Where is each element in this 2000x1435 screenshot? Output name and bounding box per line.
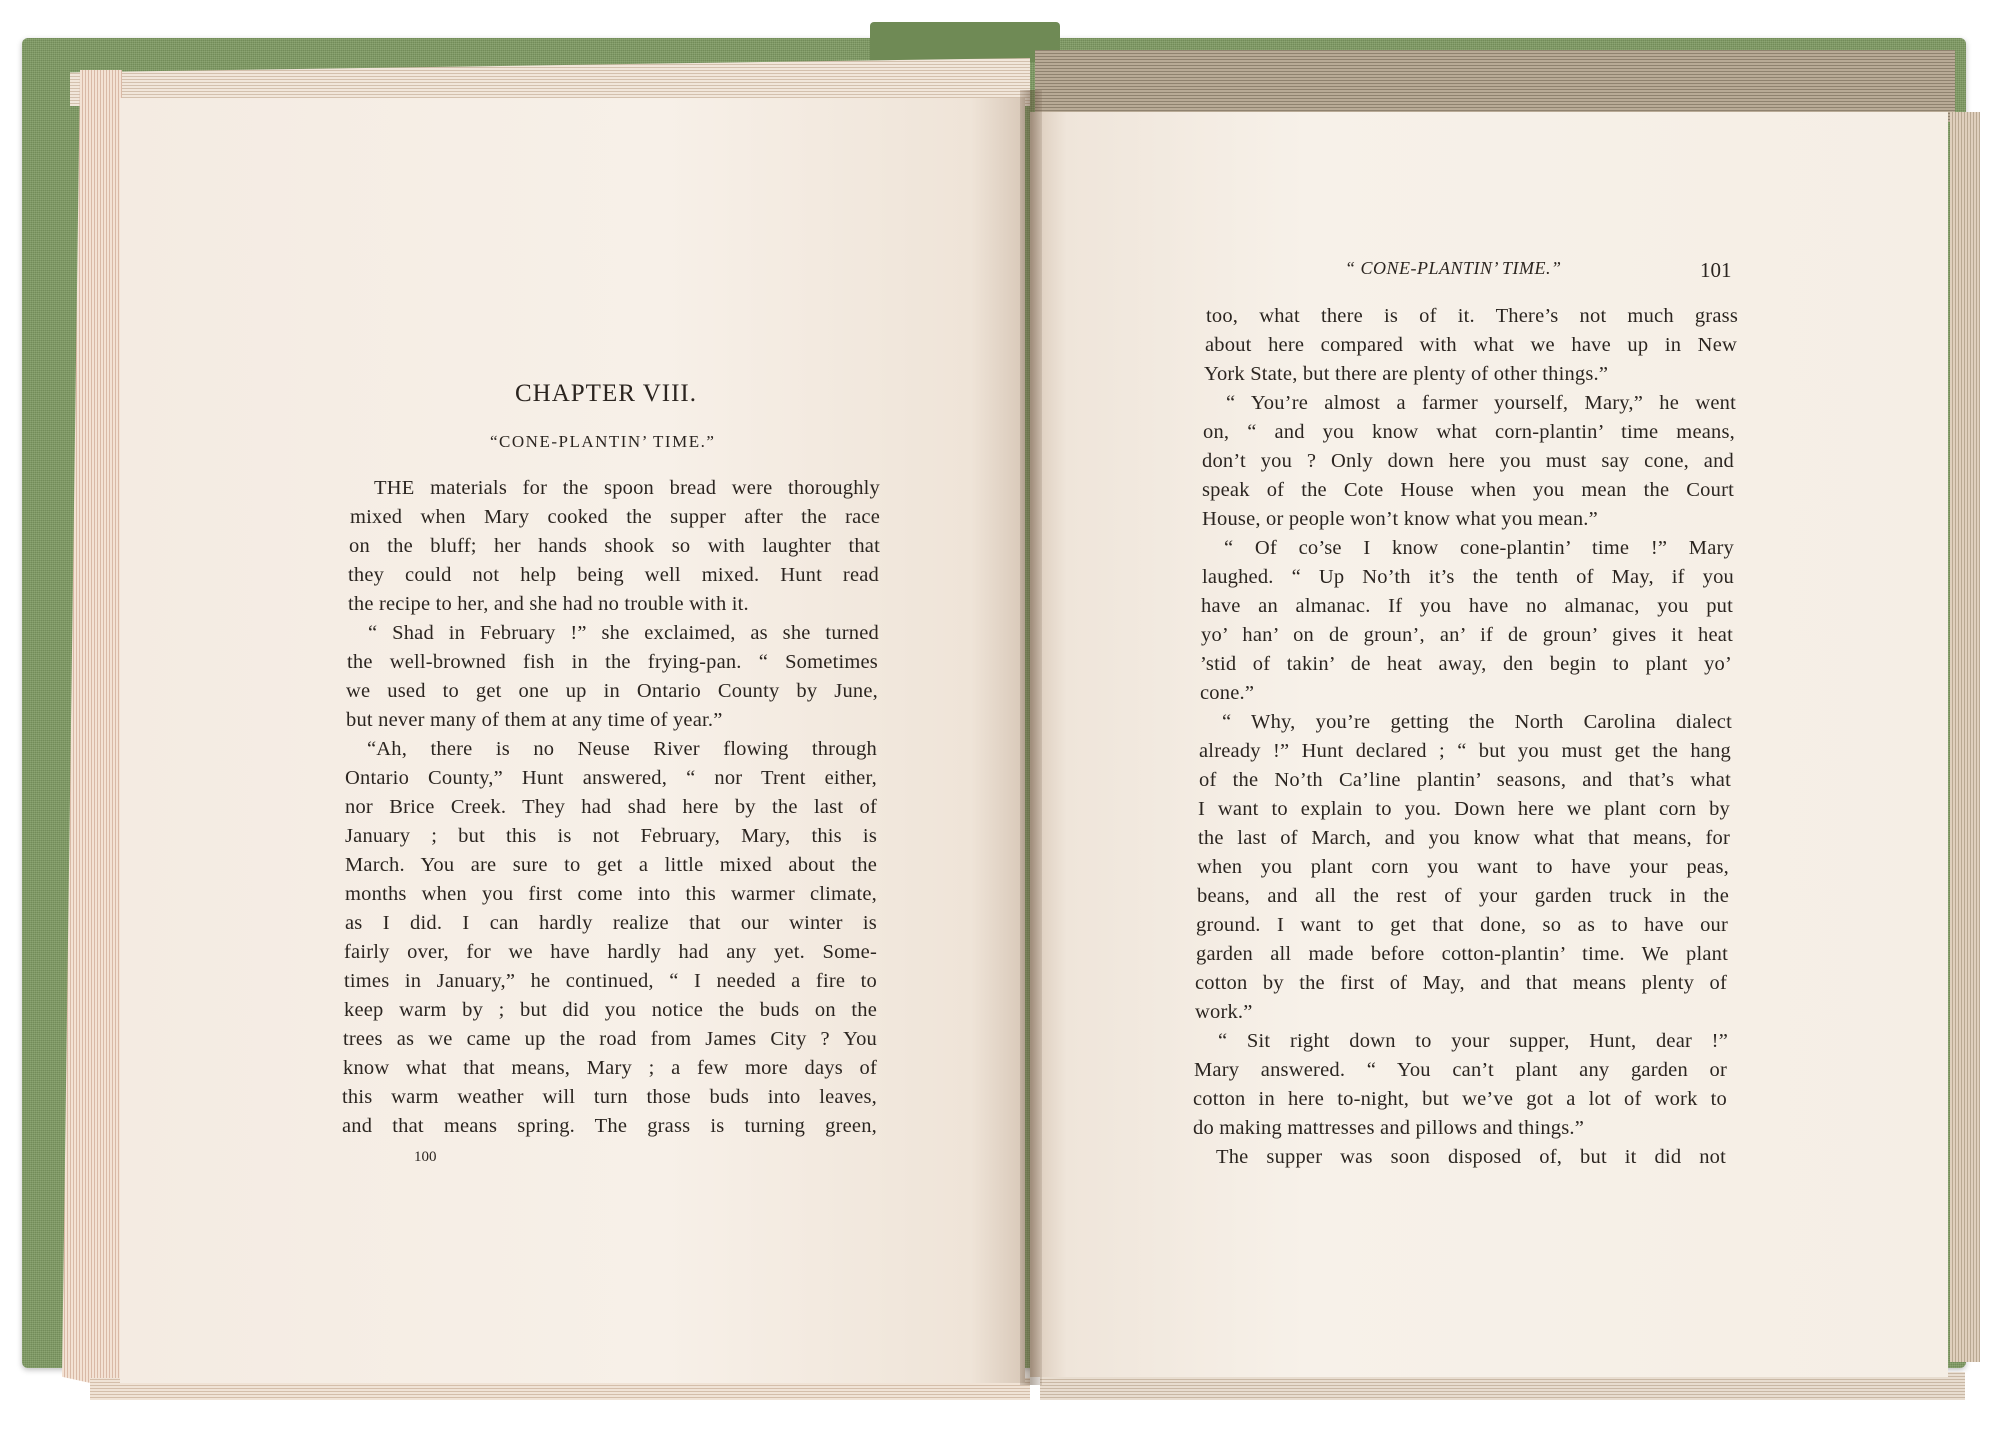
text-line: cone.” (1200, 682, 1255, 704)
text-line: about here compared with what we have up in New (1205, 334, 1737, 356)
text-line: “ Sit right down to your supper, Hunt, dear !” (1218, 1030, 1728, 1052)
text-line: when you plant corn you want to have your peas, (1197, 856, 1729, 878)
running-head: “ CONE-PLANTIN’ TIME.” (1345, 258, 1562, 278)
text-line: keep warm by ; but did you notice the buds on the (344, 999, 877, 1021)
text-line: we used to get one up in Ontario County by June, (346, 680, 878, 702)
text-line: speak of the Cote House when you mean the Court (1202, 479, 1734, 501)
text-line: they could not help being well mixed. Hunt read (348, 564, 879, 586)
text-line: The supper was soon disposed of, but it did not (1216, 1146, 1726, 1168)
text-line: on the bluff; her hands shook so with laughter that (349, 535, 880, 557)
text-line: don’t you ? Only down here you must say cone, and (1202, 450, 1734, 472)
text-line: trees as we came up the road from James City ? You (343, 1028, 877, 1050)
text-line: “ You’re almost a farmer yourself, Mary,” he went (1226, 392, 1736, 414)
text-line: times in January,” he continued, “ I needed a fire to (344, 970, 877, 992)
page-number-left: 100 (414, 1149, 437, 1165)
text-line: know what that means, Mary ; a few more days of (343, 1057, 877, 1079)
text-line: have an almanac. If you have no almanac, you put (1201, 595, 1733, 617)
text-line: the recipe to her, and she had no trouble with it. (348, 593, 749, 615)
text-line: months when you first come into this warmer climate, (345, 883, 877, 905)
text-line: “ Shad in February !” she exclaimed, as she turned (368, 622, 879, 644)
chapter-title: CHAPTER VIII. (515, 380, 697, 407)
text-line: “ Why, you’re getting the North Carolina dialect (1222, 711, 1732, 733)
text-line: January ; but this is not February, Mary, this is (345, 825, 877, 847)
text-line: laughed. “ Up No’th it’s the tenth of May, if you (1202, 566, 1734, 588)
text-line: I want to explain to you. Down here we plant corn by (1198, 798, 1730, 820)
text-line: “Ah, there is no Neuse River flowing through (367, 738, 877, 760)
text-line: beans, and all the rest of your garden truck in the (1197, 885, 1729, 907)
text-line: work.” (1195, 1001, 1253, 1023)
text-line: cotton by the first of May, and that means plenty of (1195, 972, 1727, 994)
text-line: already !” Hunt declared ; “ but you must get the hang (1199, 740, 1731, 762)
text-line: ground. I want to get that done, so as to have our (1196, 914, 1728, 936)
text-line: as I did. I can hardly realize that our winter is (345, 912, 877, 934)
page-edges-right (1950, 112, 1980, 1362)
page-number-right: 101 (1700, 258, 1732, 282)
text-line: the well-browned fish in the frying-pan. “ Sometimes (347, 651, 878, 673)
text-line: the last of March, and you know what that means, for (1198, 827, 1730, 849)
text-line: yo’ han’ on de groun’, an’ if de groun’ gives it heat (1201, 624, 1733, 646)
text-line: and that means spring. The grass is turning green, (342, 1115, 877, 1137)
text-line: “ Of co’se I know cone-plantin’ time !” Mary (1224, 537, 1734, 559)
text-line: York State, but there are plenty of other things.” (1204, 363, 1609, 385)
text-line: this warm weather will turn those buds into leaves, (342, 1086, 877, 1108)
book-gutter (1020, 90, 1042, 1385)
text-line: garden all made before cotton-plantin’ time. We plant (1196, 943, 1728, 965)
text-line: but never many of them at any time of year.” (346, 709, 723, 731)
book-spine (870, 22, 1060, 62)
text-line: fairly over, for we have hardly had any yet. Some- (344, 941, 877, 963)
text-line: of the No’th Ca’line plantin’ seasons, and that’s what (1199, 769, 1731, 791)
text-line: mixed when Mary cooked the supper after the race (350, 506, 880, 528)
text-line: House, or people won’t know what you mean.” (1202, 508, 1598, 530)
text-line: THE materials for the spoon bread were thoroughly (374, 477, 880, 499)
text-line: March. You are sure to get a little mixed about the (345, 854, 877, 876)
text-line: cotton in here to-night, but we’ve got a lot of work to (1193, 1088, 1727, 1110)
text-line: Ontario County,” Hunt answered, “ nor Trent either, (345, 767, 877, 789)
chapter-subtitle: “CONE-PLANTIN’ TIME.” (490, 432, 716, 451)
text-line: nor Brice Creek. They had shad here by the last of (345, 796, 877, 818)
text-line: Mary answered. “ You can’t plant any garden or (1194, 1059, 1727, 1081)
text-line: do making mattresses and pillows and things.” (1193, 1117, 1585, 1139)
text-line: ’stid of takin’ de heat away, den begin to plant yo’ (1200, 653, 1732, 675)
text-line: on, “ and you know what corn-plantin’ time means, (1203, 421, 1735, 443)
text-line: too, what there is of it. There’s not much grass (1206, 305, 1738, 327)
